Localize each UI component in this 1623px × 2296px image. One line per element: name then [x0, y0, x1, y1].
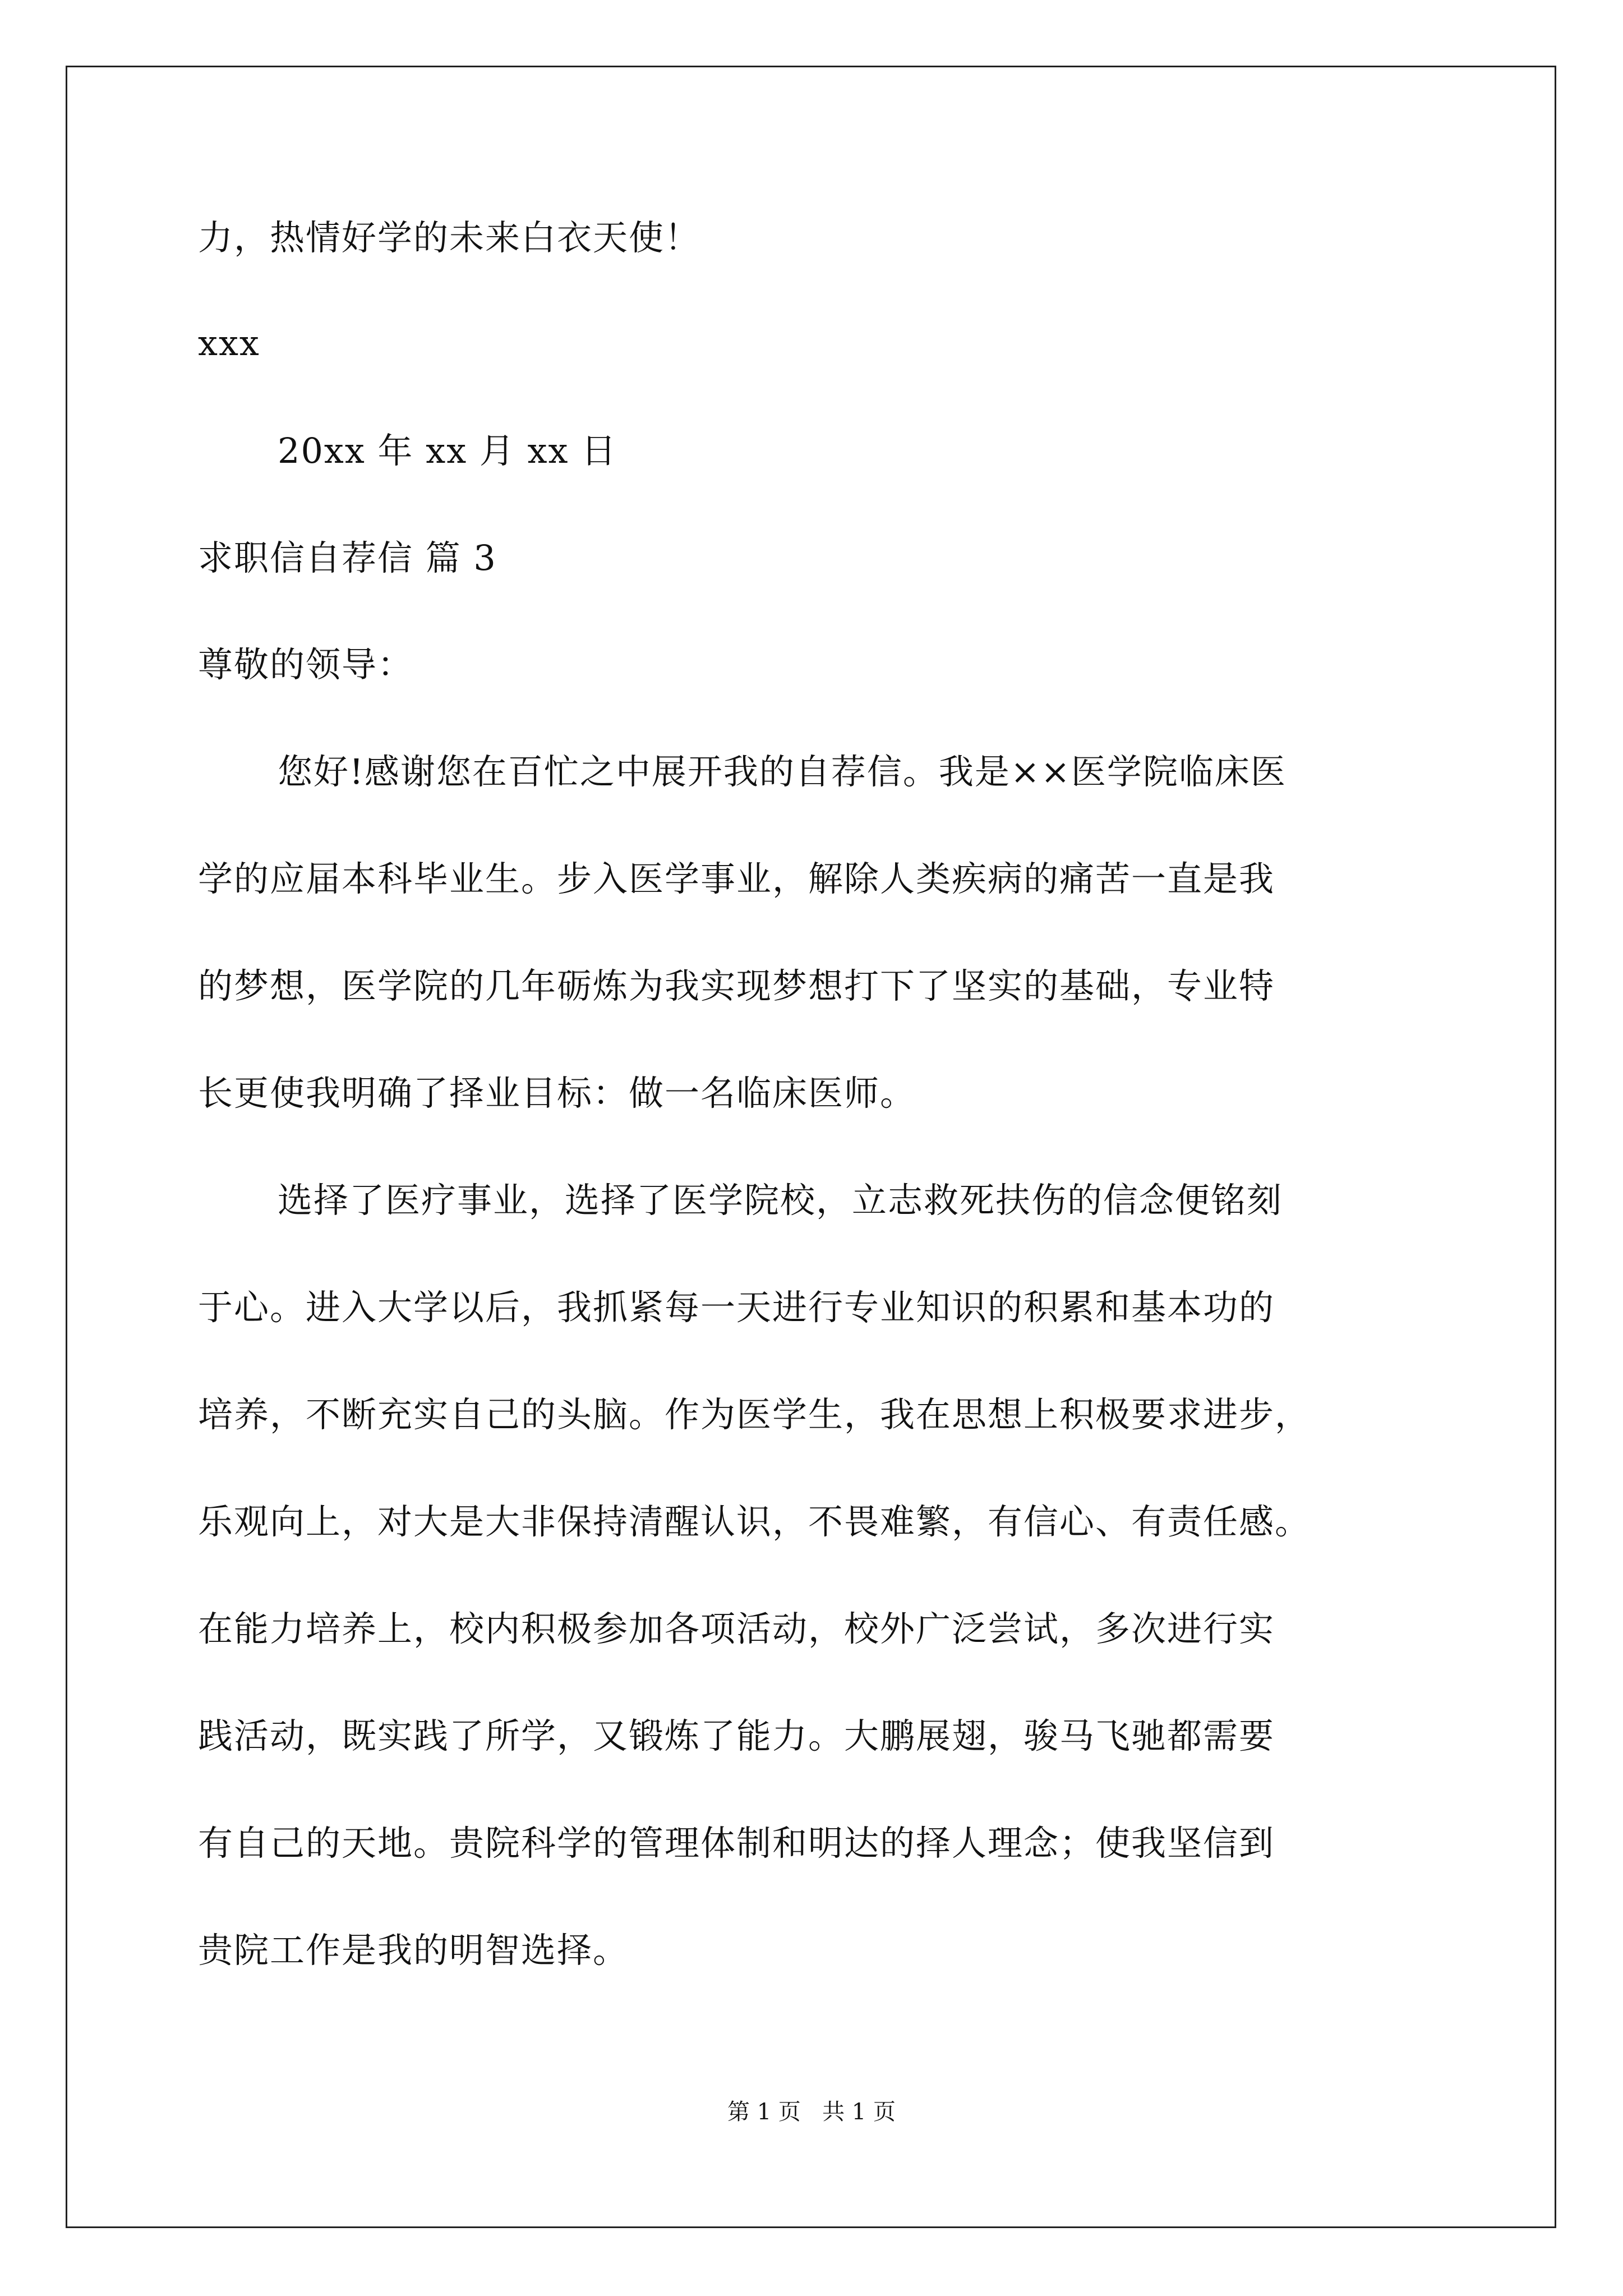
- paragraph-2-line-8: 贵院工作是我的明智选择。: [198, 1930, 629, 1971]
- page-border: [66, 66, 1556, 2228]
- paragraph-2-line-7: 有自己的天地。贵院科学的管理体制和明达的择人理念；使我坚信到: [198, 1823, 1275, 1864]
- paragraph-1-line-2: 学的应届本科毕业生。步入医学事业，解除人类疾病的痛苦一直是我: [198, 858, 1275, 899]
- paragraph-2-line-1: 选择了医疗事业，选择了医学院校，立志救死扶伤的信念便铭刻: [278, 1180, 1283, 1221]
- paragraph-2-line-5: 在能力培养上，校内积极参加各项活动，校外广泛尝试，多次进行实: [198, 1608, 1275, 1649]
- letter-closing-line: 力，热情好学的未来白衣天使！: [198, 217, 701, 258]
- paragraph-2-line-4: 乐观向上，对大是大非保持清醒认识，不畏难繁，有信心、有责任感。: [198, 1501, 1311, 1542]
- signature-name: xxx: [198, 323, 260, 364]
- paragraph-1-line-3: 的梦想，医学院的几年砺炼为我实现梦想打下了坚实的基础，专业特: [198, 965, 1275, 1006]
- page-footer: 第 1 页 共 1 页: [727, 2099, 896, 2125]
- paragraph-2-line-3: 培养，不断充实自己的头脑。作为医学生，我在思想上积极要求进步，: [198, 1394, 1311, 1435]
- letter-date: 20xx 年 xx 月 xx 日: [278, 430, 617, 471]
- paragraph-1-line-4: 长更使我明确了择业目标：做一名临床医师。: [198, 1073, 916, 1114]
- paragraph-2-line-2: 于心。进入大学以后，我抓紧每一天进行专业知识的积累和基本功的: [198, 1287, 1275, 1328]
- paragraph-1-line-1: 您好!感谢您在百忙之中展开我的自荐信。我是××医学院临床医: [278, 751, 1287, 792]
- section-heading: 求职信自荐信 篇 3: [198, 537, 497, 578]
- salutation: 尊敬的领导：: [198, 644, 414, 685]
- paragraph-2-line-6: 践活动，既实践了所学，又锻炼了能力。大鹏展翅，骏马飞驰都需要: [198, 1715, 1275, 1756]
